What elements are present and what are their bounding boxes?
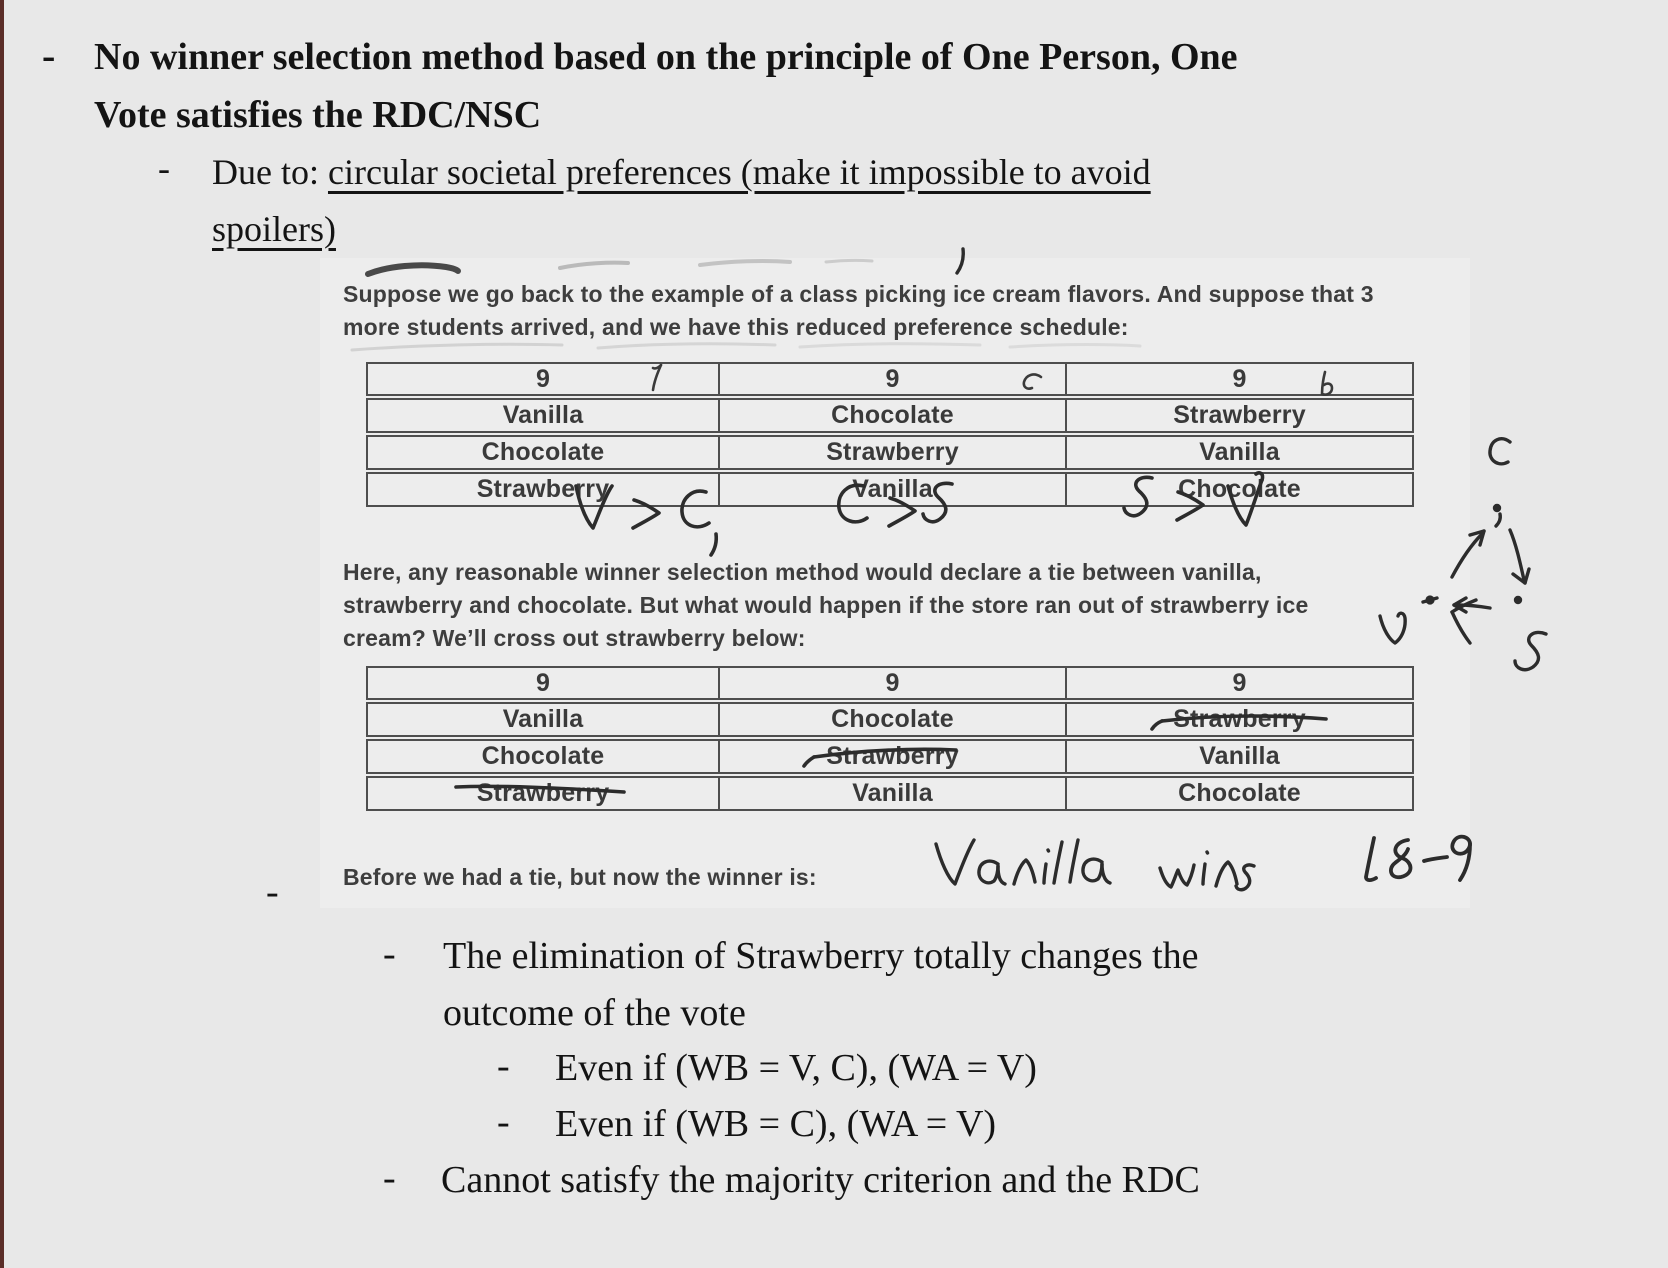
table-row bbox=[366, 666, 1414, 700]
table-cell: Strawberry bbox=[476, 475, 610, 503]
table-cell: Vanilla bbox=[718, 778, 1065, 809]
table-cell-struck: Strawberry bbox=[718, 741, 1065, 772]
table-cell: 9 bbox=[1065, 364, 1412, 394]
table-cell: Chocolate bbox=[481, 742, 605, 770]
table-row bbox=[366, 739, 1414, 774]
table-cell: 9 bbox=[535, 364, 551, 393]
note-cannot-satisfy: Cannot satisfy the majority criterion and the RDC bbox=[441, 1159, 1200, 1201]
table-cell: Vanilla bbox=[502, 401, 584, 429]
table-row bbox=[366, 362, 1414, 396]
bullet-dash: - bbox=[497, 1101, 510, 1143]
table-cell-struck: Strawberry bbox=[1065, 704, 1412, 735]
table-row bbox=[366, 776, 1414, 811]
cycle-node-dot bbox=[1493, 504, 1501, 512]
note-elimination-line-1: The elimination of Strawberry totally changes the bbox=[443, 935, 1199, 977]
winner-prompt: Before we had a tie, but now the winner is: bbox=[343, 864, 817, 890]
preference-table-2 bbox=[366, 666, 1414, 811]
table-row bbox=[366, 398, 1414, 433]
bullet-dash: - bbox=[266, 871, 279, 913]
table-row bbox=[366, 435, 1414, 470]
cycle-node-dot bbox=[1514, 596, 1522, 604]
table-cell: Chocolate bbox=[1065, 778, 1412, 809]
bullet-dash: - bbox=[42, 33, 56, 78]
table-cell-struck: Strawberry bbox=[476, 779, 610, 807]
table-cell: 9 bbox=[1065, 668, 1412, 698]
table-cell: Vanilla bbox=[1065, 741, 1412, 772]
table-cell: Chocolate bbox=[1065, 474, 1412, 505]
table-cell: 9 bbox=[535, 668, 551, 697]
due-to-line-1 bbox=[212, 144, 1151, 201]
table-cell: Strawberry bbox=[718, 437, 1065, 468]
note-elimination-line-2: outcome of the vote bbox=[443, 992, 746, 1034]
intro-line-2: more students arrived, and we have this reduced preference schedule: bbox=[343, 314, 1129, 340]
table-cell: 9 bbox=[718, 668, 1065, 698]
table-row bbox=[366, 472, 1414, 507]
table-cell: Strawberry bbox=[1065, 400, 1412, 431]
bullet-dash: - bbox=[158, 148, 170, 188]
note-even-if-1: Even if (WB = V, C), (WA = V) bbox=[555, 1047, 1037, 1089]
due-to-prefix: Due to: bbox=[212, 152, 328, 192]
bullet-dash: - bbox=[497, 1045, 510, 1087]
table-cell: Chocolate bbox=[718, 400, 1065, 431]
table-cell: Vanilla bbox=[718, 474, 1065, 505]
cycle-label-c bbox=[1490, 439, 1510, 464]
intro-line-1: Suppose we go back to the example of a class picking ice cream flavors. And suppose that 3 bbox=[343, 281, 1374, 307]
heading-line-2: Vote satisfies the RDC/NSC bbox=[94, 94, 542, 136]
cycle-arrow-down bbox=[1510, 530, 1524, 580]
due-to-line-2 bbox=[212, 201, 336, 258]
table-cell: Vanilla bbox=[502, 705, 584, 733]
heading-line-1: No winner selection method based on the principle of One Person, One bbox=[94, 36, 1238, 78]
table-cell: Chocolate bbox=[481, 438, 605, 466]
table-row bbox=[366, 702, 1414, 737]
table-cell: Vanilla bbox=[1065, 437, 1412, 468]
due-to-underlined-2: spoilers) bbox=[212, 209, 336, 249]
table-cell: 9 bbox=[718, 364, 1065, 394]
bullet-dash: - bbox=[383, 933, 396, 975]
middle-line-3: cream? We’ll cross out strawberry below: bbox=[343, 625, 806, 651]
note-even-if-2: Even if (WB = C), (WA = V) bbox=[555, 1103, 997, 1145]
middle-line-2: strawberry and chocolate. But what would happen if the store ran out of strawberry ice bbox=[343, 592, 1309, 618]
middle-line-1: Here, any reasonable winner selection method would declare a tie between vanilla, bbox=[343, 559, 1262, 585]
table-cell: Chocolate bbox=[718, 704, 1065, 735]
preference-table-1 bbox=[366, 362, 1414, 507]
due-to-underlined-1: circular societal preferences (make it impossible to avoid bbox=[327, 152, 1151, 192]
cycle-label-s bbox=[1515, 632, 1546, 669]
page-edge-strip bbox=[0, 0, 4, 1268]
bullet-dash: - bbox=[383, 1157, 396, 1199]
